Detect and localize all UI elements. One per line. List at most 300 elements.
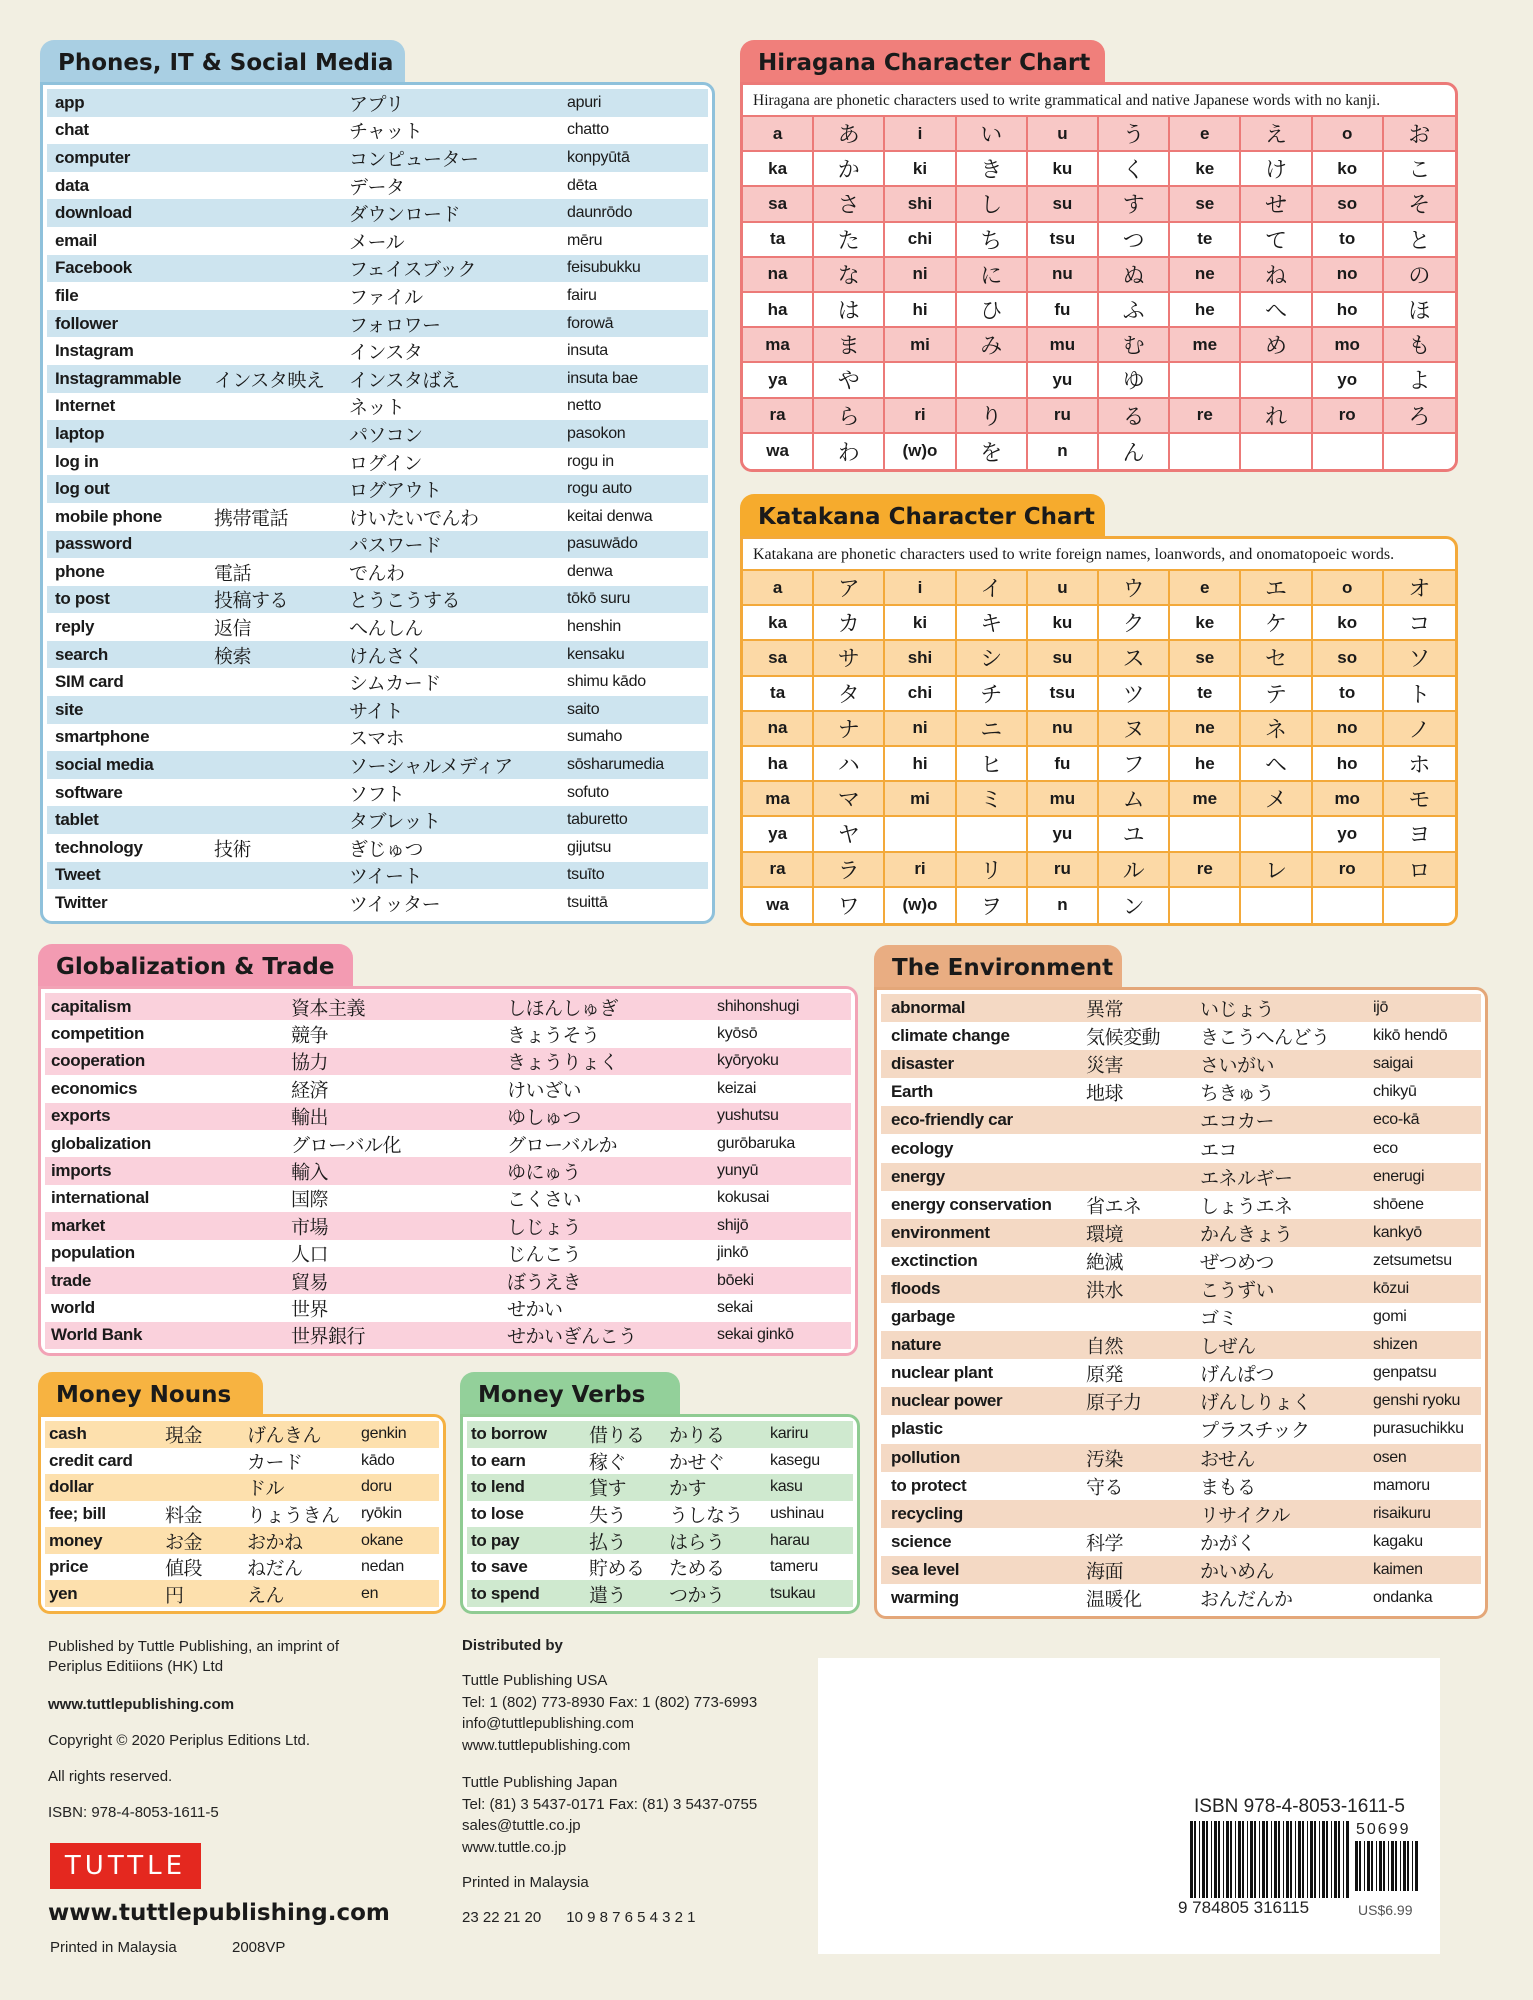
romaji: dēta — [567, 176, 597, 194]
english-term: Instagrammable — [55, 368, 182, 388]
usa-email[interactable]: info@tuttlepublishing.com — [462, 1715, 634, 1732]
romaji-cell: ro — [1313, 853, 1384, 888]
english-term: sea level — [891, 1559, 960, 1579]
usa-web[interactable]: www.tuttlepublishing.com — [462, 1736, 631, 1754]
table-row — [467, 1527, 853, 1554]
romaji: rogu in — [567, 452, 614, 470]
english-term: cooperation — [51, 1051, 145, 1071]
english-term: capitalism — [51, 996, 132, 1016]
romaji-cell: ne — [1170, 258, 1241, 293]
kana-cell: や — [814, 363, 885, 398]
copyright: Copyright © 2020 Periplus Editions Ltd. — [48, 1732, 311, 1749]
kana-cell: き — [957, 152, 1028, 187]
table-row — [881, 1331, 1481, 1359]
romaji-cell: ya — [743, 363, 814, 398]
romaji: sofuto — [567, 783, 609, 801]
romaji: kyōryoku — [717, 1052, 779, 1070]
table-row — [881, 1247, 1481, 1275]
table-row — [881, 1078, 1481, 1106]
romaji: apuri — [567, 93, 602, 111]
kana-cell: お — [1384, 117, 1455, 152]
kana-reading: しょうエネ — [1200, 1195, 1293, 1218]
romaji-cell: tsu — [1028, 677, 1099, 712]
romaji: pasuwādo — [567, 535, 638, 553]
kanji: 絶滅 — [1086, 1251, 1124, 1274]
print-run: 23 22 21 20 10 9 8 7 6 5 4 3 2 1 — [462, 1909, 696, 1926]
romaji-cell: ni — [885, 258, 956, 293]
kana-cell: の — [1384, 258, 1455, 293]
romaji: shōene — [1373, 1195, 1424, 1213]
romaji: fairu — [567, 286, 597, 304]
kana-reading: げんぱつ — [1200, 1363, 1275, 1386]
japan-email[interactable]: sales@tuttle.co.jp — [462, 1817, 581, 1834]
romaji-cell: nu — [1028, 258, 1099, 293]
romaji-cell: e — [1170, 571, 1241, 606]
romaji: konpyūtā — [567, 148, 630, 166]
usa-distributor — [462, 1670, 757, 1756]
english-term: eco-friendly car — [891, 1110, 1013, 1130]
english-term: log in — [55, 451, 99, 471]
globalization-section — [38, 944, 858, 1356]
table-row — [45, 1048, 851, 1075]
romaji-cell: ko — [1313, 152, 1384, 187]
english-term: computer — [55, 147, 131, 167]
romaji: nedan — [361, 1558, 404, 1576]
table-row — [45, 1020, 851, 1047]
kana-cell: ム — [1099, 782, 1170, 817]
kana-reading: いじょう — [1200, 998, 1275, 1021]
kana-cell: ま — [814, 328, 885, 363]
kanji: 国際 — [291, 1188, 329, 1211]
romaji: doru — [361, 1478, 392, 1496]
money-verbs-title: Money Verbs — [460, 1372, 680, 1416]
kanji: 地球 — [1086, 1082, 1124, 1105]
romaji: genshi ryoku — [1373, 1392, 1461, 1410]
table-row — [47, 558, 708, 586]
table-row — [47, 586, 708, 614]
romaji: gijutsu — [567, 838, 612, 856]
kana-cell: コ — [1384, 606, 1455, 641]
phones-title: Phones, IT & Social Media — [40, 40, 405, 84]
print-code: 2008VP — [232, 1939, 286, 1956]
kanji: 返信 — [214, 617, 252, 640]
english-term: credit card — [49, 1450, 133, 1470]
kana-cell: セ — [1241, 641, 1312, 676]
kanji: 環境 — [1086, 1223, 1124, 1246]
kanji: 原子力 — [1086, 1391, 1142, 1414]
romaji-cell: no — [1313, 258, 1384, 293]
big-url[interactable]: www.tuttlepublishing.com — [48, 1900, 390, 1926]
japan-web[interactable]: www.tuttle.co.jp — [462, 1838, 567, 1856]
kana-reading: しぜん — [1200, 1335, 1256, 1358]
kana-cell: け — [1241, 152, 1312, 187]
kana-cell: ン — [1099, 888, 1170, 923]
kana-reading: ためる — [669, 1557, 725, 1580]
table-row — [47, 779, 708, 807]
english-term: search — [55, 644, 109, 664]
kanji: 守る — [1086, 1476, 1124, 1499]
english-term: password — [55, 534, 132, 554]
kana-cell: ふ — [1099, 293, 1170, 328]
kana-cell — [957, 817, 1028, 852]
table-row — [467, 1501, 853, 1528]
english-term: to save — [471, 1557, 528, 1577]
romaji: chatto — [567, 121, 609, 139]
kanji: 経済 — [291, 1079, 329, 1102]
english-term: market — [51, 1215, 105, 1235]
kana-cell: ハ — [814, 747, 885, 782]
romaji-cell: ka — [743, 152, 814, 187]
romaji-cell: to — [1313, 677, 1384, 712]
table-row — [467, 1421, 853, 1448]
hiragana-title: Hiragana Character Chart — [740, 40, 1105, 84]
romaji-cell: n — [1028, 888, 1099, 923]
isbn-text: ISBN: 978-4-8053-1611-5 — [48, 1804, 219, 1821]
kanji: 貸す — [589, 1477, 627, 1500]
kanji: 洪水 — [1086, 1279, 1124, 1302]
english-term: environment — [891, 1222, 990, 1242]
kanji: 貯める — [589, 1557, 645, 1580]
kana-cell: ろ — [1384, 399, 1455, 434]
kanji: 投稿する — [214, 589, 289, 612]
kana-cell: ス — [1099, 641, 1170, 676]
romaji: kagaku — [1373, 1532, 1423, 1550]
kana-reading: へんしん — [349, 617, 424, 640]
romaji: sumaho — [567, 728, 623, 746]
kana-cell: ね — [1241, 258, 1312, 293]
kana-cell: ヨ — [1384, 817, 1455, 852]
kana-cell: す — [1099, 187, 1170, 222]
kana-reading: リサイクル — [1200, 1504, 1290, 1527]
english-term: population — [51, 1243, 135, 1263]
table-row — [45, 993, 851, 1020]
kana-cell: れ — [1241, 399, 1312, 434]
table-row — [47, 227, 708, 255]
kana-reading: サイト — [349, 700, 404, 723]
kana-reading: フェイスブック — [349, 258, 477, 281]
romaji-cell: ne — [1170, 712, 1241, 747]
kana-reading: ログイン — [349, 452, 423, 475]
kana-cell: ワ — [814, 888, 885, 923]
romaji-cell: tsu — [1028, 223, 1099, 258]
kana-cell: て — [1241, 223, 1312, 258]
kana-cell: チ — [957, 677, 1028, 712]
kanji: 携帯電話 — [214, 507, 289, 530]
english-term: climate change — [891, 1026, 1010, 1046]
kana-reading: けいざい — [507, 1079, 582, 1102]
table-row — [881, 994, 1481, 1022]
english-term: log out — [55, 479, 110, 499]
table-row — [47, 337, 708, 365]
english-term: nuclear power — [891, 1391, 1003, 1411]
romaji: gurōbaruka — [717, 1134, 795, 1152]
romaji-cell: chi — [885, 677, 956, 712]
english-term: energy conservation — [891, 1194, 1052, 1214]
table-row — [45, 1157, 851, 1184]
romaji: tsuīto — [567, 866, 605, 884]
english-term: money — [49, 1530, 103, 1550]
kanji: 世界銀行 — [291, 1325, 366, 1348]
kana-cell: シ — [957, 641, 1028, 676]
kana-reading: ネット — [349, 396, 405, 419]
romaji-cell: hi — [885, 747, 956, 782]
kanji: 温暖化 — [1086, 1588, 1142, 1611]
table-row — [45, 1421, 439, 1448]
kana-cell: キ — [957, 606, 1028, 641]
romaji: kariru — [770, 1425, 809, 1443]
english-term: laptop — [55, 423, 105, 443]
kana-reading: グローバルか — [507, 1134, 618, 1157]
kana-reading: メール — [349, 231, 405, 254]
romaji-cell: n — [1028, 434, 1099, 469]
romaji-cell: ra — [743, 399, 814, 434]
money-nouns-section — [38, 1372, 446, 1614]
table-row — [47, 393, 708, 421]
table-row — [47, 613, 708, 641]
romaji: kasegu — [770, 1451, 820, 1469]
table-row — [881, 1415, 1481, 1443]
kana-cell: ソ — [1384, 641, 1455, 676]
english-term: to lose — [471, 1504, 524, 1524]
kana-cell: ネ — [1241, 712, 1312, 747]
romaji-cell: ha — [743, 747, 814, 782]
addon-barcode-icon — [1355, 1841, 1421, 1891]
kana-reading: ダウンロード — [349, 203, 461, 226]
table-row — [881, 1359, 1481, 1387]
kana-reading: ちきゅう — [1200, 1082, 1275, 1105]
kana-cell: リ — [957, 853, 1028, 888]
kanji: 円 — [165, 1584, 184, 1607]
kana-cell: モ — [1384, 782, 1455, 817]
romaji: jinkō — [717, 1244, 749, 1262]
english-term: exctinction — [891, 1250, 978, 1270]
kana-reading: りょうきん — [247, 1504, 340, 1527]
english-term: site — [55, 699, 84, 719]
romaji-cell: fu — [1028, 293, 1099, 328]
romaji-cell: ro — [1313, 399, 1384, 434]
money-nouns-table — [38, 1414, 446, 1614]
english-term: fee; bill — [49, 1504, 106, 1524]
kana-reading: かいめん — [1200, 1560, 1275, 1583]
table-row — [47, 117, 708, 145]
table-row — [47, 834, 708, 862]
price: US$6.99 — [1358, 1902, 1413, 1918]
kanji: 異常 — [1086, 998, 1124, 1021]
kana-reading: ぜつめつ — [1200, 1251, 1275, 1274]
english-term: cash — [49, 1424, 87, 1444]
romaji: rogu auto — [567, 480, 632, 498]
romaji-cell: he — [1170, 747, 1241, 782]
table-row — [47, 806, 708, 834]
kana-cell: こ — [1384, 152, 1455, 187]
romaji-cell: su — [1028, 641, 1099, 676]
romaji: chikyū — [1373, 1083, 1417, 1101]
kana-cell — [1384, 434, 1455, 469]
kana-cell: わ — [814, 434, 885, 469]
kana-cell: な — [814, 258, 885, 293]
table-row — [881, 1050, 1481, 1078]
kanji: 世界 — [291, 1298, 329, 1321]
romaji-cell — [1170, 363, 1241, 398]
kana-cell: さ — [814, 187, 885, 222]
money-nouns-title: Money Nouns — [38, 1372, 263, 1416]
kanji: 海面 — [1086, 1560, 1124, 1583]
kanji: 技術 — [214, 838, 252, 861]
usa-name: Tuttle Publishing USA — [462, 1672, 608, 1689]
table-row — [45, 1294, 851, 1321]
romaji: risaikuru — [1373, 1504, 1431, 1522]
english-term: disaster — [891, 1054, 954, 1074]
publisher-website[interactable] — [48, 1695, 234, 1715]
kana-reading: しほんしゅぎ — [507, 997, 619, 1020]
english-term: dollar — [49, 1477, 94, 1497]
english-term: to borrow — [471, 1424, 547, 1444]
table-row — [881, 1584, 1481, 1612]
kanji: 値段 — [165, 1557, 203, 1580]
romaji-cell — [885, 363, 956, 398]
kana-cell: カ — [814, 606, 885, 641]
kana-reading: はらう — [669, 1531, 725, 1554]
english-term: warming — [891, 1588, 959, 1608]
kana-reading: ログアウト — [349, 479, 442, 502]
kana-reading: データ — [349, 176, 405, 199]
barcode-addon: 50699 — [1356, 1821, 1411, 1838]
kanji: 気候変動 — [1086, 1026, 1161, 1049]
kana-reading: ぎじゅつ — [349, 838, 424, 861]
kana-cell: ヌ — [1099, 712, 1170, 747]
romaji: ryōkin — [361, 1505, 402, 1523]
english-term: garbage — [891, 1307, 956, 1327]
kana-reading: パソコン — [349, 424, 423, 447]
table-row — [881, 1106, 1481, 1134]
romaji-cell: i — [885, 571, 956, 606]
romaji-cell — [1170, 888, 1241, 923]
katakana-chart — [740, 536, 1458, 926]
website-link[interactable]: www.tuttlepublishing.com — [48, 1696, 235, 1713]
english-term: smartphone — [55, 727, 150, 747]
kana-cell: ツ — [1099, 677, 1170, 712]
kana-cell: も — [1384, 328, 1455, 363]
romaji-cell: se — [1170, 641, 1241, 676]
romaji-cell: ma — [743, 782, 814, 817]
kana-cell: ア — [814, 571, 885, 606]
kana-reading: ゴミ — [1200, 1307, 1238, 1330]
table-row — [45, 1075, 851, 1102]
kana-reading: こくさい — [507, 1188, 582, 1211]
kana-reading: フォロワー — [349, 314, 441, 337]
kana-cell: ヲ — [957, 888, 1028, 923]
kana-cell: ニ — [957, 712, 1028, 747]
kana-reading: きょうそう — [507, 1024, 600, 1047]
romaji-cell: ho — [1313, 747, 1384, 782]
english-term: globalization — [51, 1133, 151, 1153]
kana-cell: タ — [814, 677, 885, 712]
english-term: download — [55, 203, 132, 223]
kana-cell: ラ — [814, 853, 885, 888]
english-term: science — [891, 1531, 952, 1551]
romaji-cell: na — [743, 258, 814, 293]
money-verbs-section — [460, 1372, 860, 1614]
romaji-cell: ho — [1313, 293, 1384, 328]
romaji-cell: mo — [1313, 328, 1384, 363]
romaji: kikō hendō — [1373, 1027, 1448, 1045]
english-term: Earth — [891, 1082, 933, 1102]
english-term: nature — [891, 1335, 942, 1355]
romaji: genpatsu — [1373, 1364, 1437, 1382]
romaji: enerugi — [1373, 1167, 1425, 1185]
romaji-cell: ni — [885, 712, 956, 747]
romaji-cell: shi — [885, 187, 956, 222]
romaji: ijō — [1373, 999, 1389, 1017]
table-row — [47, 365, 708, 393]
kana-reading: スマホ — [349, 727, 405, 750]
romaji-cell: ko — [1313, 606, 1384, 641]
kana-cell: う — [1099, 117, 1170, 152]
kana-cell: た — [814, 223, 885, 258]
kanji: 汚染 — [1086, 1448, 1124, 1471]
kana-cell: ケ — [1241, 606, 1312, 641]
kana-reading: かりる — [669, 1424, 725, 1447]
kana-reading: ソーシャルメディア — [349, 755, 513, 778]
tuttle-logo: TUTTLE — [50, 1843, 201, 1889]
english-term: price — [49, 1557, 89, 1577]
phones-table — [40, 82, 715, 924]
english-term: plastic — [891, 1419, 943, 1439]
english-term: imports — [51, 1161, 112, 1181]
romaji-cell: sa — [743, 641, 814, 676]
kana-reading: インスタ — [349, 341, 423, 364]
table-row — [467, 1448, 853, 1475]
globalization-table — [38, 986, 858, 1356]
romaji: keitai denwa — [567, 507, 653, 525]
romaji-cell: mu — [1028, 782, 1099, 817]
table-row — [881, 1556, 1481, 1584]
table-row — [881, 1528, 1481, 1556]
kana-cell: ノ — [1384, 712, 1455, 747]
table-row — [47, 503, 708, 531]
katakana-title: Katakana Character Chart — [740, 494, 1105, 538]
romaji: daunrōdo — [567, 204, 633, 222]
hiragana-description: Hiragana are phonetic characters used to write grammatical and native Japanese words with no kanji. — [743, 85, 1455, 117]
english-term: pollution — [891, 1447, 961, 1467]
romaji-cell: no — [1313, 712, 1384, 747]
kana-cell: エ — [1241, 571, 1312, 606]
table-row — [45, 1240, 851, 1267]
printed-in-2: Printed in Malaysia — [462, 1874, 589, 1891]
romaji-cell: to — [1313, 223, 1384, 258]
kana-cell — [1241, 817, 1312, 852]
kana-cell: に — [957, 258, 1028, 293]
english-term: competition — [51, 1024, 145, 1044]
table-row — [881, 1134, 1481, 1162]
kanji: 協力 — [291, 1051, 329, 1074]
romaji-cell: i — [885, 117, 956, 152]
english-term: technology — [55, 837, 143, 857]
kana-cell: マ — [814, 782, 885, 817]
english-term: social media — [55, 755, 154, 775]
romaji-cell: se — [1170, 187, 1241, 222]
kana-reading: じんこう — [507, 1243, 582, 1266]
romaji: netto — [567, 397, 602, 415]
hiragana-section — [740, 40, 1458, 472]
kana-cell: は — [814, 293, 885, 328]
english-term: ecology — [891, 1138, 954, 1158]
romaji-cell: mi — [885, 782, 956, 817]
romaji-cell: o — [1313, 571, 1384, 606]
globalization-title: Globalization & Trade — [38, 944, 353, 988]
kanji: 省エネ — [1086, 1195, 1142, 1218]
table-row — [45, 1501, 439, 1528]
